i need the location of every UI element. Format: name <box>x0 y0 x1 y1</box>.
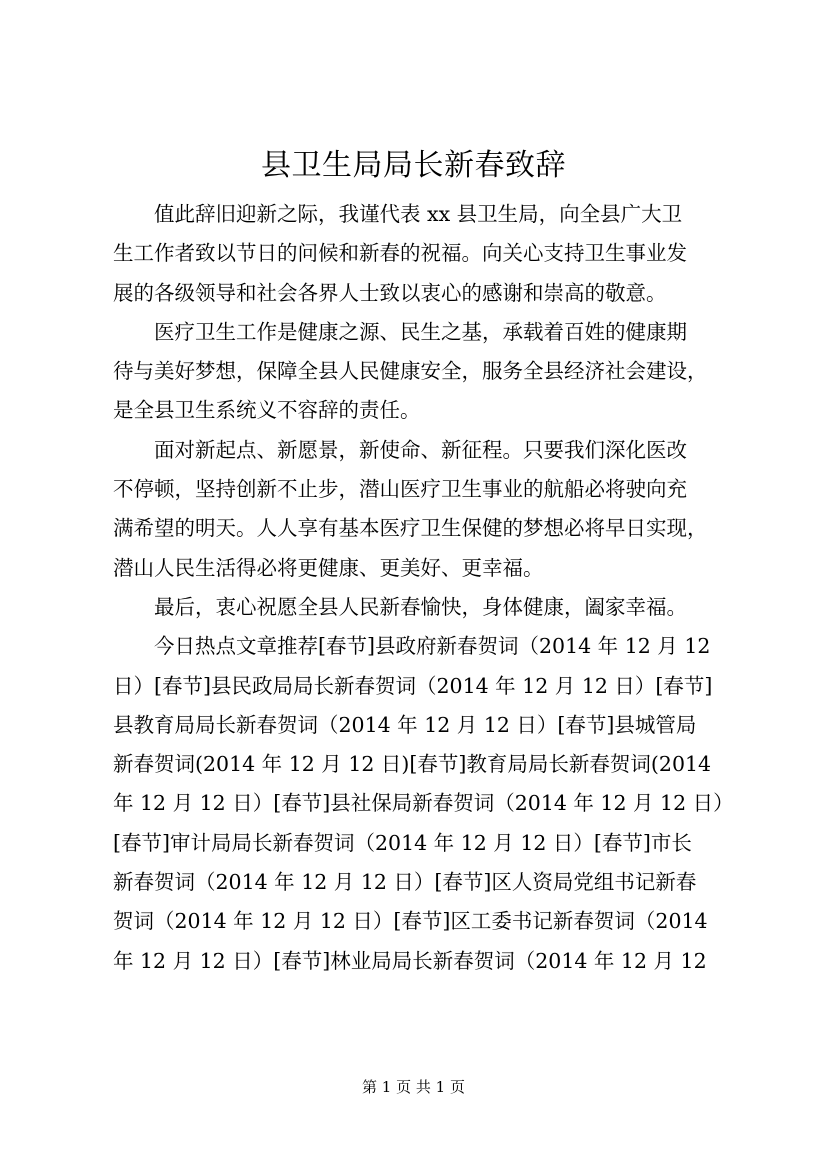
paragraph-1-line-1: 值此辞旧迎新之际，我谨代表 xx 县卫生局，向全县广大卫 <box>154 202 683 226</box>
paragraph-5-line-3: 县教育局局长新春贺词（2014 年 12 月 12 日）[春节]县城管局 <box>113 712 697 737</box>
paragraph-5-line-9: 年 12 月 12 日）[春节]林业局局长新春贺词（2014 年 12 月 12 <box>113 948 707 973</box>
paragraph-2-line-3: 是全县卫生系统义不容辞的责任。 <box>113 398 421 423</box>
paragraph-3-line-2: 不停顿，坚持创新不止步，潜山医疗卫生事业的航船必将驶向充 <box>113 477 687 502</box>
paragraph-5-line-8: 贺词（2014 年 12 月 12 日）[春节]区工委书记新春贺词（2014 <box>113 909 708 934</box>
paragraph-5-line-2: 日）[春节]县民政局局长新春贺词（2014 年 12 月 12 日）[春节] <box>113 673 713 698</box>
paragraph-5-line-4: 新春贺词(2014 年 12 月 12 日)[春节]教育局局长新春贺词(2014 <box>113 752 712 777</box>
paragraph-2-line-1: 医疗卫生工作是健康之源、民生之基，承载着百姓的健康期 <box>154 319 687 344</box>
paragraph-2-line-2: 待与美好梦想，保障全县人民健康安全，服务全县经济社会建设， <box>113 359 708 384</box>
document-body <box>113 195 743 981</box>
paragraph-1-line-2: 生工作者致以节日的问候和新春的祝福。向关心支持卫生事业发 <box>113 241 687 266</box>
paragraph-3-line-1: 面对新起点、新愿景，新使命、新征程。只要我们深化医改 <box>154 437 687 462</box>
document-title: 县卫生局局长新春致辞 <box>261 148 566 183</box>
paragraph-5-line-5: 年 12 月 12 日）[春节]县社保局新春贺词（2014 年 12 月 12 日） <box>113 791 734 816</box>
paragraph-5-line-6: [春节]审计局局长新春贺词（2014 年 12 月 12 日）[春节]市长 <box>113 830 692 855</box>
paragraph-5-line-7: 新春贺词（2014 年 12 月 12 日）[春节]区人资局党组书记新春 <box>113 870 697 895</box>
paragraph-3-line-4: 潜山人民生活得必将更健康、更美好、更幸福。 <box>113 555 544 580</box>
paragraph-4-line-1: 最后，衷心祝愿全县人民新春愉快，身体健康，阖家幸福。 <box>154 594 687 619</box>
paragraph-1-line-3: 展的各级领导和社会各界人士致以衷心的感谢和崇高的敬意。 <box>113 280 667 305</box>
paragraph-5-line-1: 今日热点文章推荐[春节]县政府新春贺词（2014 年 12 月 12 <box>154 634 711 659</box>
page-number-footer: 第 1 页 共 1 页 <box>362 1078 465 1096</box>
paragraph-3-line-3: 满希望的明天。人人享有基本医疗卫生保健的梦想必将早日实现， <box>113 516 708 541</box>
